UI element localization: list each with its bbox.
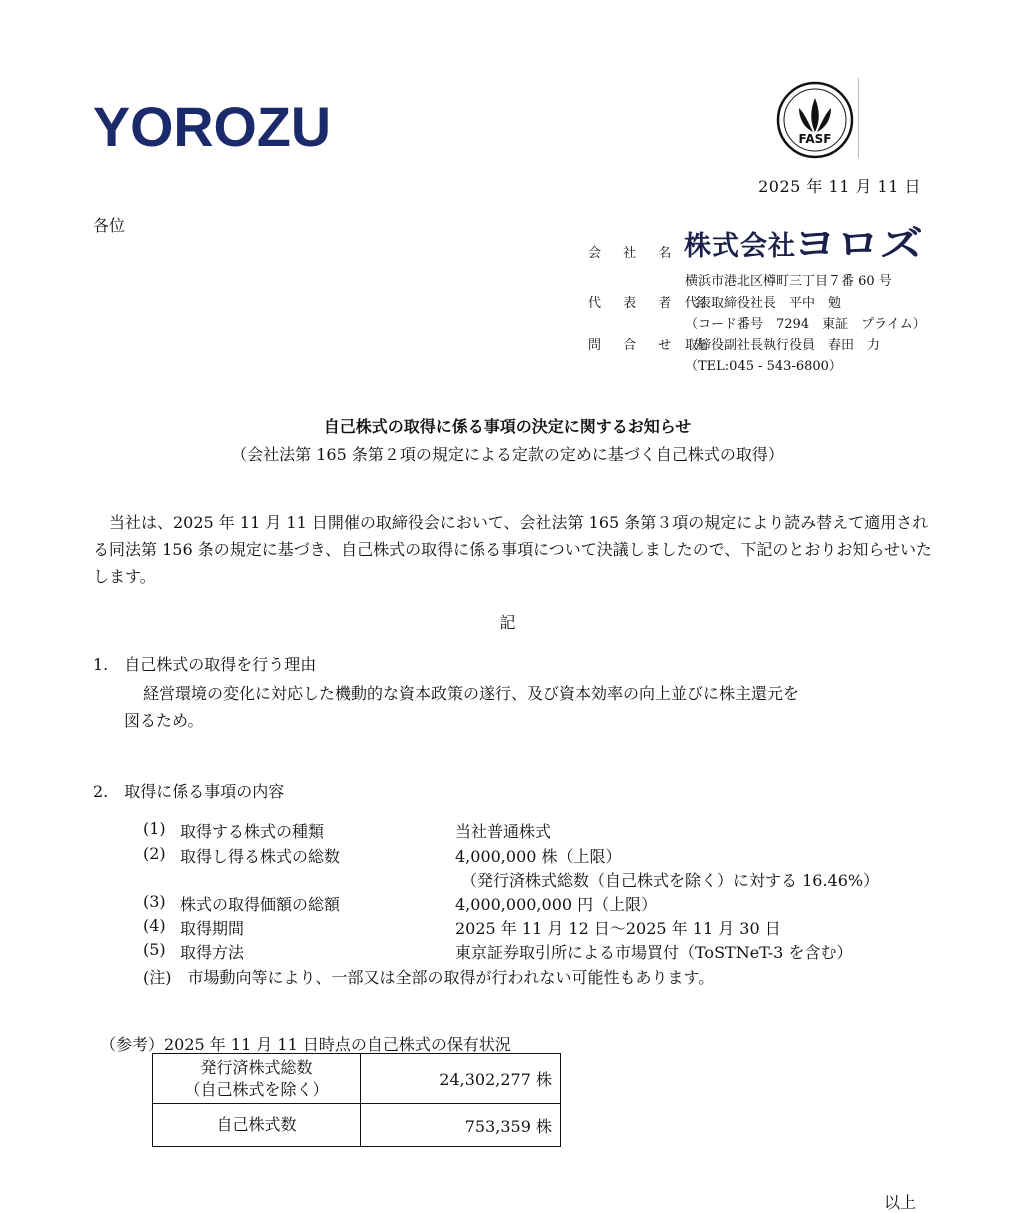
company-address: 横浜市港北区樽町三丁目７番 60 号 [685,274,892,289]
reference-table [152,1053,561,1147]
item-label: 取得期間 [180,919,245,938]
fasf-seal-icon [775,80,855,160]
item-label: 取得方法 [180,943,245,962]
item-num: (2) [143,844,166,863]
item-value: 当社普通株式 [455,822,552,841]
item-num: (1) [143,819,166,838]
ki-mark: 記 [499,613,516,632]
item-value: 4,000,000 株（上限） [455,847,622,866]
table-cell-label [153,1054,361,1104]
row2-label: 自己株式数 [153,1104,361,1147]
section1-text-line2: 図るため。 [124,711,204,730]
seal-label: FASF [798,132,832,146]
notice-body: 当社は、2025 年 11 月 11 日開催の取締役会において、会社法第 165 条第３項の規定により読み替えて適用される同法第 156 条の規定に基づき、自己株式の取得に係る事項について決議しましたので、下記のとおりお知らせいたします。 [93,513,932,586]
item-label: 取得し得る株式の総数 [180,847,341,866]
addressee: 各位 [93,216,126,235]
representative: 代表取締役社長 平中 勉 [685,296,842,311]
notice-title: 自己株式の取得に係る事項の決定に関するお知らせ [323,417,692,436]
item-label: 取得する株式の種類 [180,822,325,841]
contact-tel: （TEL:045 - 543-6800） [685,359,842,374]
item-value: 東京証券取引所による市場買付（ToSTNeT-3 を含む） [455,943,853,962]
company-name-prefix: 株式会社 [684,231,796,262]
document-date: 2025 年 11 月 11 日 [758,177,921,196]
logo-text: YOROZU [93,96,331,154]
item-value: 2025 年 11 月 12 日～2025 年 11 月 30 日 [455,919,781,938]
item-num: (3) [143,892,166,911]
reference-caption: （参考）2025 年 11 月 11 日時点の自己株式の保有状況 [100,1035,511,1054]
item-label: 株式の取得価額の総額 [180,895,341,914]
company-mark-text: ヨロズ [793,224,923,261]
label-company-name: 会 社 名 [588,246,681,261]
item-num: (4) [143,916,166,935]
item-value-note: （発行済株式総数（自己株式を除く）に対する 16.46%） [461,871,880,890]
company-name-mark [793,223,925,261]
table-row [153,1054,561,1104]
section1-text-line1: 経営環境の変化に対応した機動的な資本政策の遂行、及び資本効率の向上並びに株主還元を [143,684,800,703]
stock-code: （コード番号 7294 東証 プライム） [685,317,926,332]
section2-note: (注) 市場動向等により、一部又は全部の取得が行われない可能性もあります。 [143,968,715,987]
item-num: (5) [143,940,166,959]
notice-subtitle: （会社法第 165 条第２項の規定による定款の定めに基づく自己株式の取得） [231,445,784,464]
section2-heading: 2. 取得に係る事項の内容 [93,782,285,801]
item-value: 4,000,000,000 円（上限） [455,895,658,914]
section1-heading: 1. 自己株式の取得を行う理由 [93,655,317,674]
row2-value: 753,359 株 [361,1104,561,1147]
row1-label-line2: （自己株式を除く） [184,1079,329,1099]
yorozu-logo [93,96,333,154]
label-representative: 代 表 者 名 [588,296,716,311]
label-contact: 問 合 せ 先 [588,338,716,353]
contact-person: 取締役副社長執行役員 春田 力 [685,338,881,353]
row1-value: 24,302,277 株 [361,1054,561,1104]
table-row [153,1104,561,1147]
end-mark: 以上 [884,1193,917,1212]
seal-divider [858,78,859,158]
row1-label-line1: 発行済株式総数 [200,1057,313,1077]
